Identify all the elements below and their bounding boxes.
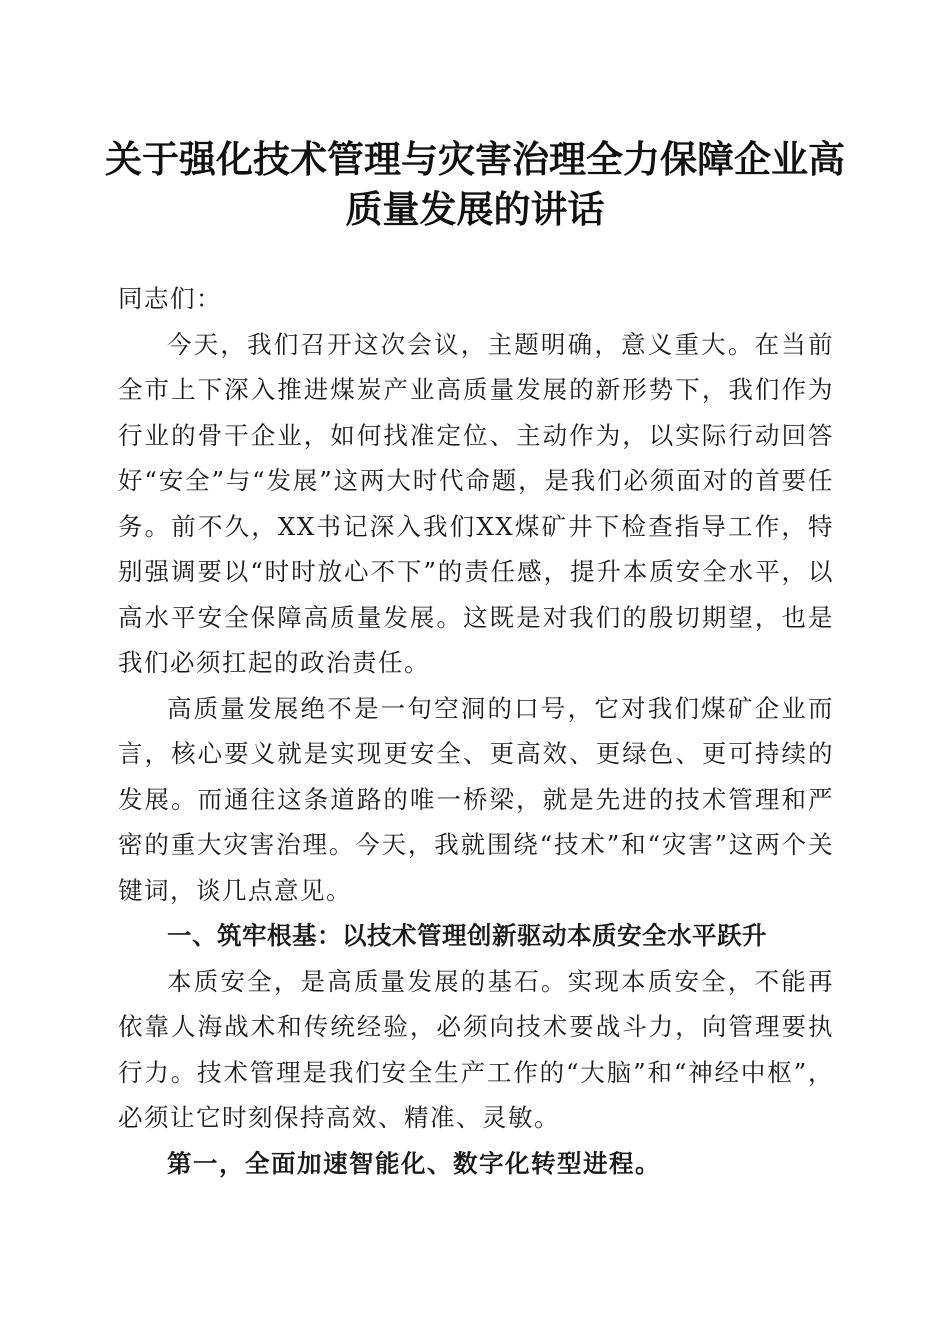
salutation: 同志们：: [118, 284, 222, 313]
paragraph-intrinsic-safety: 本质安全，是高质量发展的基石。实现本质安全，不能再依靠人海战术和传统经验，必须向技术要战斗力，向管理要执行力。技术管理是我们安全生产工作的“大脑”和“神经中枢”，必须让它时刻保持高效、精准、灵敏。: [118, 966, 834, 1132]
document-title: 关于强化技术管理与灾害治理全力保障企业高质量发展的讲话: [105, 137, 845, 231]
paragraph-high-quality-development: 高质量发展绝不是一句空洞的口号，它对我们煤矿企业而言，核心要义就是实现更安全、更高效、更绿色、更可持续的发展。而通往这条道路的唯一桥梁，就是先进的技术管理和严密的重大灾害治理。今天，我就围绕“技术”和“灾害”这两个关键词，谈几点意见。: [118, 693, 834, 905]
sub-heading: 第一，全面加速智能化、数字化转型进程。: [167, 1148, 661, 1178]
paragraph-opening: 今天，我们召开这次会议，主题明确，意义重大。在当前全市上下深入推进煤炭产业高质量发展的新形势下，我们作为行业的骨干企业，如何找准定位、主动作为，以实际行动回答好“安全”与“发展”这两大时代命题，是我们必须面对的首要任务。前不久，XX书记深入我们XX煤矿井下检查指导工作，特别强调要以“时时放心不下”的责任感，提升本质安全水平，以高水平安全保障高质量发展。这既是对我们的殷切期望，也是我们必须扛起的政治责任。: [118, 329, 834, 677]
document-body: [118, 276, 834, 1186]
section-heading: 一、筑牢根基：以技术管理创新驱动本质安全水平跃升: [167, 921, 767, 950]
